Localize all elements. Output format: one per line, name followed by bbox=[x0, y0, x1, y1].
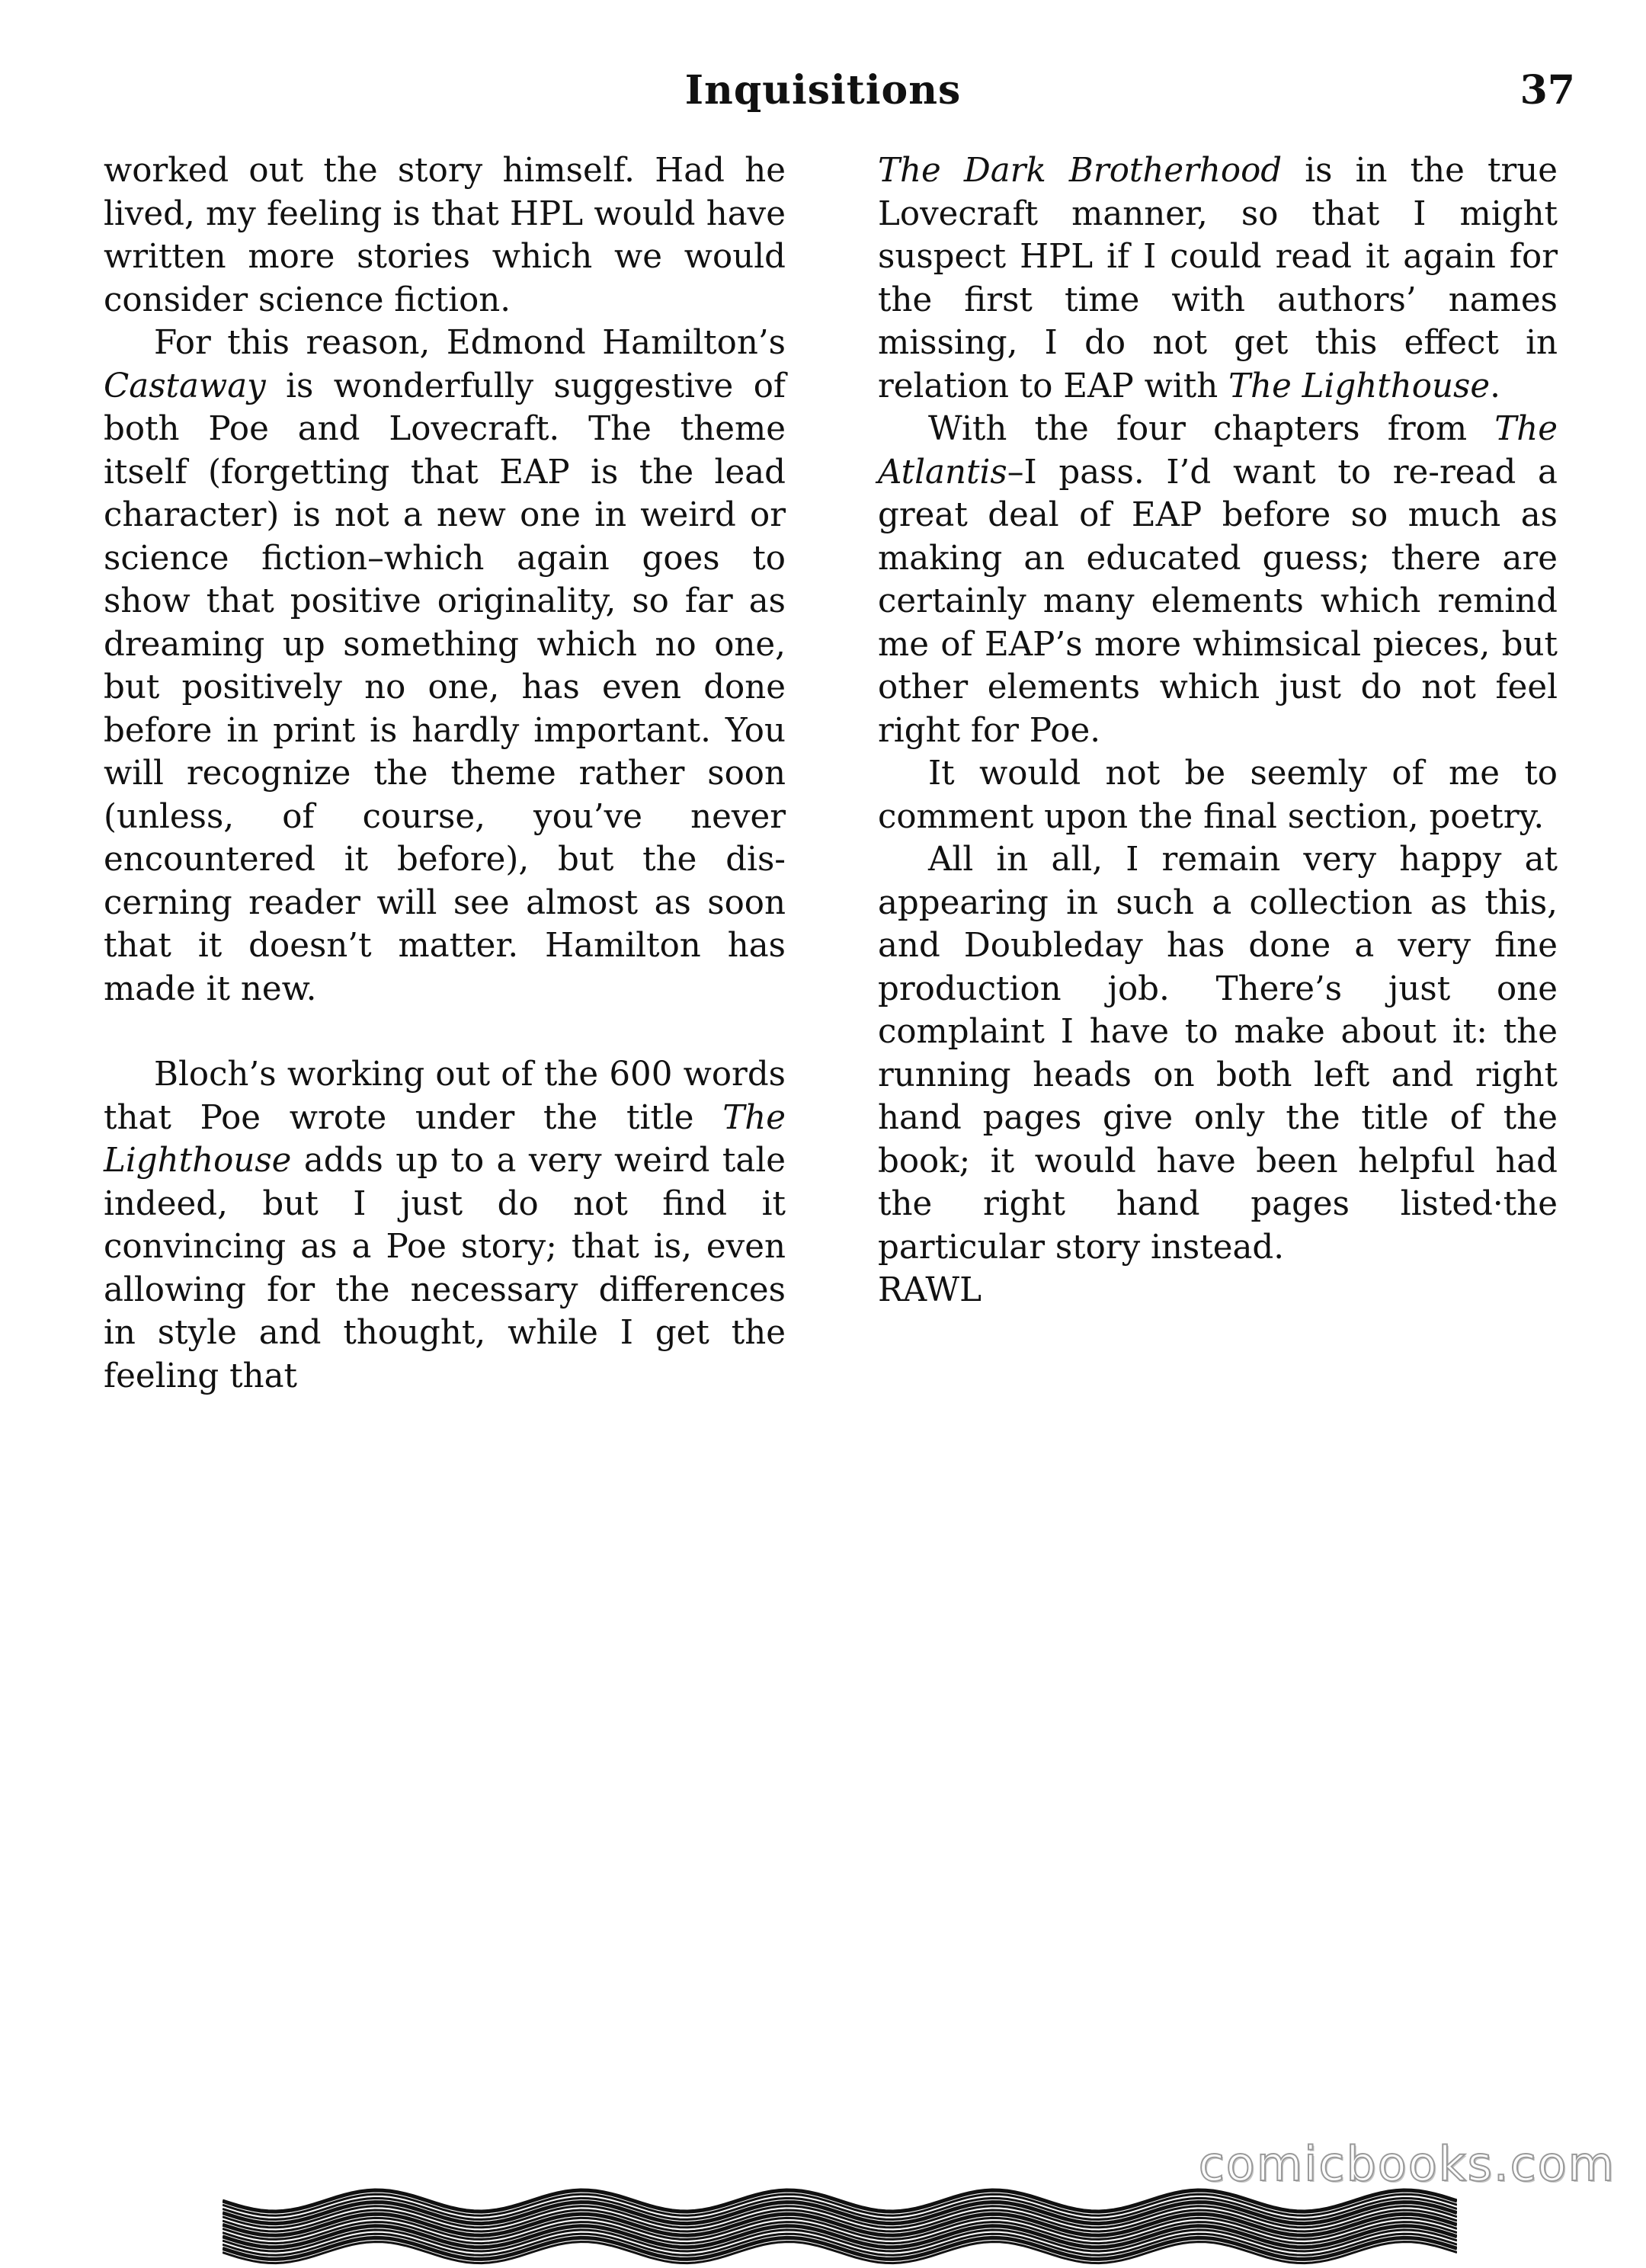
paragraph: worked out the story himself. Had he lived, my feeling is that HPL would have written more stories which we would consider science fiction. bbox=[104, 152, 786, 319]
left-column bbox=[104, 149, 786, 1398]
paragraph: With the four chapters from The Atlantis–I pass. I’d want to re-read a great deal of EAP before so much as making an educated guess; there are certainly many elements which remind me of EAP’s more whimsical pieces, but other elements which just do not feel right for Poe. bbox=[878, 410, 1558, 750]
italic-title: The Dark Brotherhood bbox=[878, 152, 1283, 190]
watermark: comicbooks.com bbox=[1198, 2136, 1616, 2192]
paragraph: It would not be seemly of me to comment upon the final section, poetry. bbox=[878, 754, 1558, 836]
right-column bbox=[878, 149, 1558, 1312]
signature: RAWL bbox=[878, 1271, 982, 1309]
paragraph: For this reason, Edmond Hamilton’s Castaway is wonderfully suggestive of both Poe and Lovecraft. The theme itself (forgetting that EAP is the lead character) is not a new one in weird or science fiction–which again goes to show that positive originality, so far as dreaming up something which no one, but positively no one, has even done before in print is hardly important. You will recognize the theme rather soon (unless, of course, you’ve never encountered it before), but the discerning reader will see almost as soon that it doesn’t matter. Hamilton has made it new. bbox=[104, 324, 786, 1008]
italic-title: Castaway bbox=[104, 367, 266, 405]
italic-title: The Lighthouse bbox=[104, 1098, 786, 1180]
italic-title: The Lighthouse bbox=[1228, 367, 1491, 405]
paragraph: The Dark Brotherhood is in the true Lovecraft manner, so that I might suspect HPL if I could read it again for the first time with authors’ names missing, I do not get this effect in relation to EAP with The Lighthouse. bbox=[878, 152, 1558, 405]
wavy-rule-ornament bbox=[223, 2184, 1457, 2268]
page-title: Inquisitions bbox=[684, 67, 962, 114]
paragraph: Bloch’s working out of the 600 words that Poe wrote under the title The Lighthouse adds up to a very weird tale indeed, but I just do not find it convincing as a Poe story; that is, even allowing for the necessary differences in style and thought, while I get the feeling that bbox=[104, 1056, 786, 1395]
italic-title: The Atlantis bbox=[878, 410, 1558, 492]
paragraph: All in all, I remain very happy at appearing in such a collection as this, and Doubleday has done a very fine production job. There’s just one complaint I have to make about it: the running heads on both left and right hand pages give only the title of the book; it would have been helpful had the right hand pages listed·the particular story instead. bbox=[878, 841, 1558, 1267]
page-number: 37 bbox=[1520, 67, 1575, 114]
